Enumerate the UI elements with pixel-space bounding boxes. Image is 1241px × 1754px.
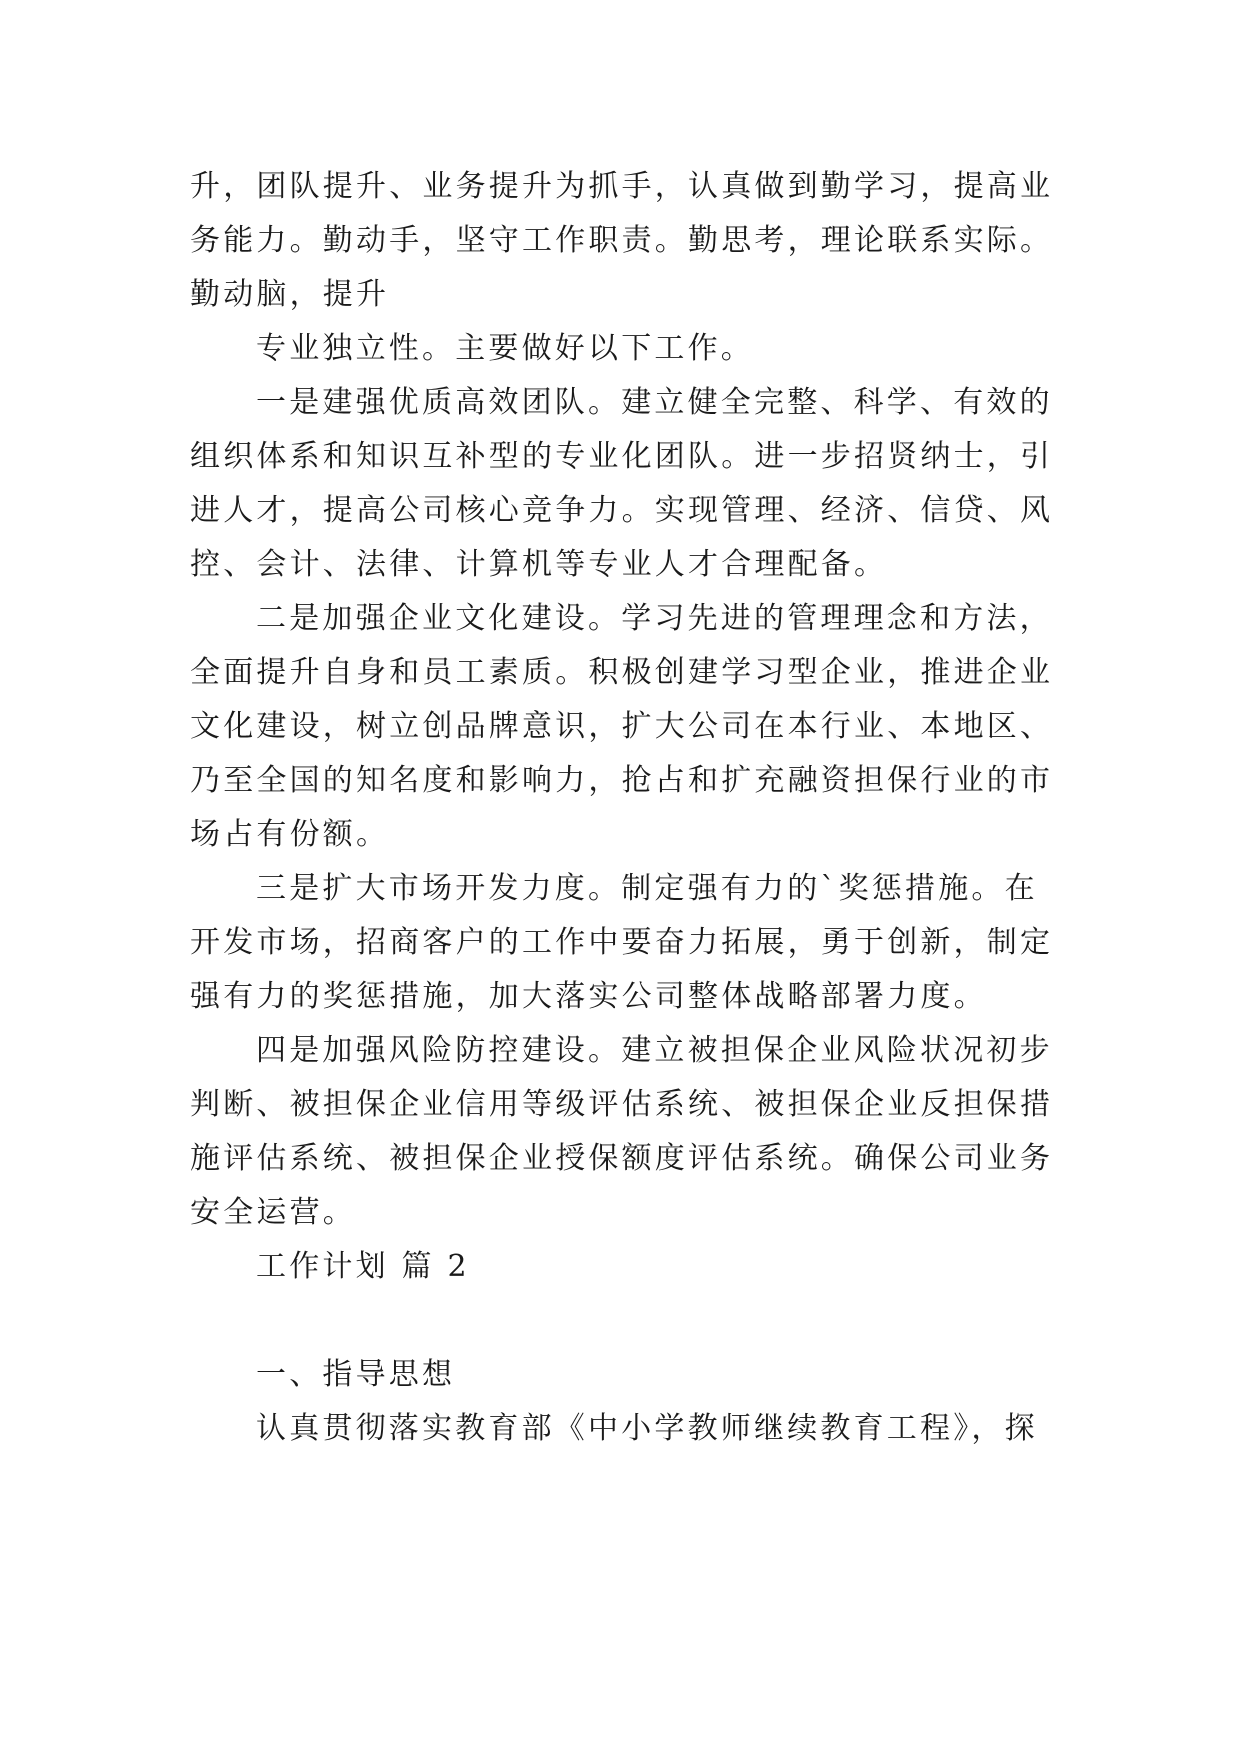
- paragraph-item-3: 三是扩大市场开发力度。制定强有力的`奖惩措施。在开发市场，招商客户的工作中要奋力拓展，勇于创新，制定强有力的奖惩措施，加大落实公司整体战略部署力度。: [190, 871, 1054, 1014]
- section-heading: 工作计划 篇 2: [256, 1249, 470, 1284]
- paragraph-continuation: 升，团队提升、业务提升为抓手，认真做到勤学习，提高业务能力。勤动手，坚守工作职责。勤思考，理论联系实际。勤动脑，提升: [190, 169, 1054, 312]
- blank-line: [190, 1294, 1070, 1348]
- paragraph-item-2: 二是加强企业文化建设。学习先进的管理理念和方法，全面提升自身和员工素质。积极创建学习型企业，推进企业文化建设，树立创品牌意识，扩大公司在本行业、本地区、乃至全国的知名度和影响力，抢占和扩充融资担保行业的市场占有份额。: [190, 601, 1054, 852]
- document-body: [190, 160, 1070, 1456]
- paragraph-item-1: 一是建强优质高效团队。建立健全完整、科学、有效的组织体系和知识互补型的专业化团队。进一步招贤纳士，引进人才，提高公司核心竞争力。实现管理、经济、信贷、风控、会计、法律、计算机等专业人才合理配备。: [190, 385, 1054, 582]
- paragraph-intro: 专业独立性。主要做好以下工作。: [256, 331, 754, 366]
- paragraph-guidance: 认真贯彻落实教育部《中小学教师继续教育工程》，探: [256, 1411, 1038, 1446]
- paragraph-item-4: 四是加强风险防控建设。建立被担保企业风险状况初步判断、被担保企业信用等级评估系统、被担保企业反担保措施评估系统、被担保企业授保额度评估系统。确保公司业务安全运营。: [190, 1033, 1054, 1230]
- subsection-heading: 一、指导思想: [256, 1357, 456, 1392]
